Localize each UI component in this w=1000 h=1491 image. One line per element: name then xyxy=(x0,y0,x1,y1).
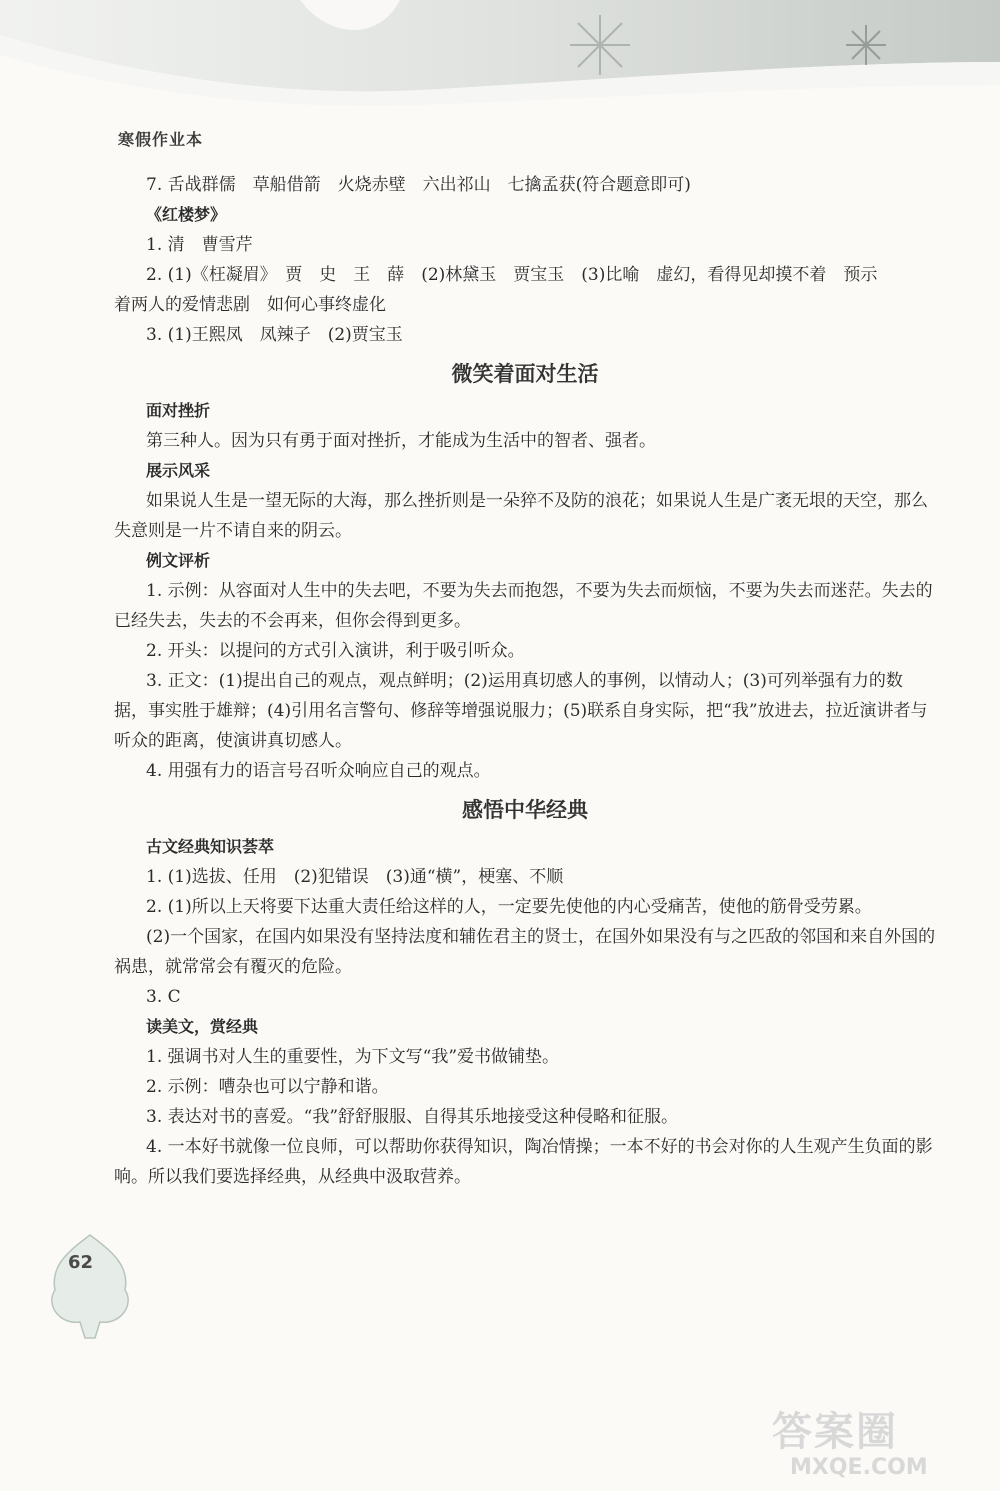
answer-line: 1. 清 曹雪芹 xyxy=(146,235,253,255)
answer-line: 2. (1)《枉凝眉》 贾 史 王 薛 (2)林黛玉 贾宝玉 (3)比喻 虚幻，看得见却摸不着 预示 xyxy=(146,265,878,285)
tree-icon xyxy=(40,1230,140,1340)
book-title: 寒假作业本 xyxy=(118,130,204,149)
watermark-url: MXQE.COM xyxy=(790,1455,928,1480)
answer-line: 3. 表达对书的喜爱。“我”舒舒服服、自得其乐地接受这种侵略和征服。 xyxy=(146,1107,679,1127)
snowflake-icon xyxy=(570,15,630,75)
answer-content xyxy=(114,170,936,1192)
answer-paragraph: 3. 正文：(1)提出自己的观点，观点鲜明；(2)运用真切感人的事例，以情动人；(3)可列举强有力的数据，事实胜于雄辩；(4)引用名言警句、修辞等增强说服力；(5)联系自身实际，把“我”放进去，拉近演讲者与听众的距离，使演讲真切感人。 xyxy=(114,671,928,751)
header-decoration xyxy=(0,0,1000,110)
answer-line: 3. (1)王熙凤 凤辣子 (2)贾宝玉 xyxy=(146,325,403,345)
answer-line: 3. C xyxy=(146,987,181,1007)
answer-paragraph: 如果说人生是一望无际的大海，那么挫折则是一朵猝不及防的浪花；如果说人生是广袤无垠的天空，那么失意则是一片不请自来的阴云。 xyxy=(114,491,928,541)
subsection-heading: 古文经典知识荟萃 xyxy=(146,837,275,856)
subsection-heading: 读美文，赏经典 xyxy=(146,1017,259,1036)
subsection-heading: 《红楼梦》 xyxy=(146,205,227,224)
answer-line: 第三种人。因为只有勇于面对挫折，才能成为生活中的智者、强者。 xyxy=(146,431,656,451)
answer-line: 7. 舌战群儒 草船借箭 火烧赤壁 六出祁山 七擒孟获(符合题意即可) xyxy=(146,175,691,195)
section-title: 微笑着面对生活 xyxy=(451,362,599,386)
answer-line: 2. (1)所以上天将要下达重大责任给这样的人，一定要先使他的内心受痛苦，使他的筋骨受劳累。 xyxy=(146,897,872,917)
subsection-heading: 例文评析 xyxy=(146,551,211,570)
snowflake-icon xyxy=(846,25,886,65)
answer-line: 着两人的爱情悲剧 如何心事终虚化 xyxy=(114,295,386,315)
answer-paragraph: 4. 一本好书就像一位良师，可以帮助你获得知识，陶冶情操；一本不好的书会对你的人生观产生负面的影响。所以我们要选择经典，从经典中汲取营养。 xyxy=(114,1137,933,1187)
section-title: 感悟中华经典 xyxy=(462,798,588,822)
answer-line: 1. (1)选拔、任用 (2)犯错误 (3)通“横”，梗塞、不顺 xyxy=(146,867,564,887)
answer-line: 4. 用强有力的语言号召听众响应自己的观点。 xyxy=(146,761,491,781)
subsection-heading: 展示风采 xyxy=(146,461,211,480)
page-number: 62 xyxy=(68,1252,94,1273)
answer-paragraph: 1. 示例：从容面对人生中的失去吧，不要为失去而抱怨，不要为失去而烦恼，不要为失去而迷茫。失去的已经失去，失去的不会再来，但你会得到更多。 xyxy=(114,581,933,631)
watermark: 答案圈 xyxy=(772,1409,898,1455)
answer-line: 1. 强调书对人生的重要性，为下文写“我”爱书做铺垫。 xyxy=(146,1047,560,1067)
answer-line: 2. 示例：嘈杂也可以宁静和谐。 xyxy=(146,1077,389,1097)
subsection-heading: 面对挫折 xyxy=(146,401,211,420)
answer-line: 2. 开头：以提问的方式引入演讲，利于吸引听众。 xyxy=(146,641,525,661)
answer-paragraph: (2)一个国家，在国内如果没有坚持法度和辅佐君主的贤士，在国外如果没有与之匹敌的邻国和来自外国的祸患，就常常会有覆灭的危险。 xyxy=(114,927,936,977)
